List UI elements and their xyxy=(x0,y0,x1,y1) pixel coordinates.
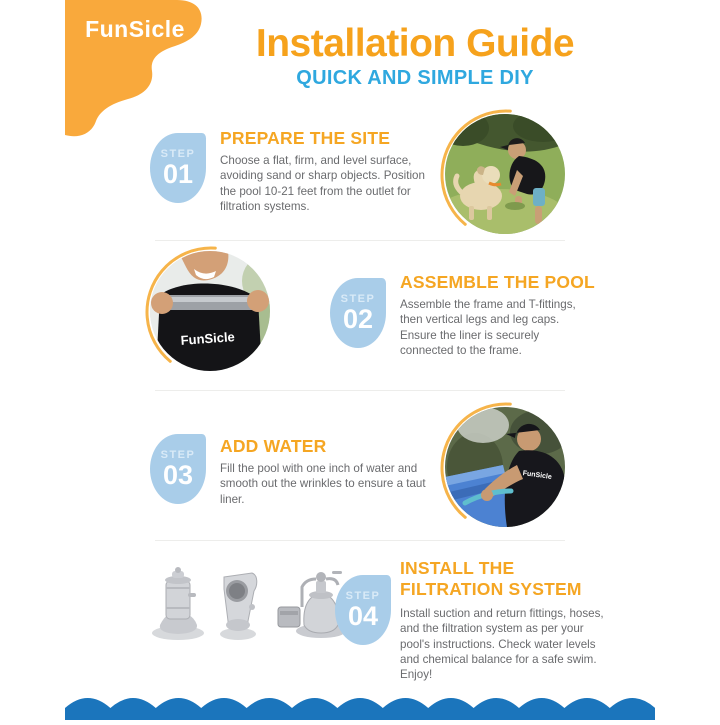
step-3-photo-man-filling-pool xyxy=(445,407,565,527)
step-1-title: PREPARE THE SITE xyxy=(220,128,391,148)
step-4-photo-filtration-equipment xyxy=(120,563,350,643)
step-2-photo-man-holding-frame xyxy=(150,251,270,371)
step-1-label: STEP xyxy=(160,147,196,160)
wave-border xyxy=(65,688,655,720)
step-1-photo-man-with-dog xyxy=(445,114,565,234)
shirt-logo-text: FunSicle xyxy=(180,329,236,348)
step-2-label: STEP xyxy=(340,292,376,305)
step-3-water-drop-badge xyxy=(150,434,206,504)
step-1-number: 01 xyxy=(162,158,194,189)
step-3-number: 03 xyxy=(162,459,194,490)
step-3-label: STEP xyxy=(160,448,196,461)
section-divider xyxy=(155,390,565,391)
step-4-description: Install suction and return fittings, hoses, and the filtration system as per your pool's instructions. Check water levels and chemical balance for a safe swim. Enjoy! xyxy=(400,607,604,682)
page-title: Installation Guide xyxy=(255,22,575,65)
svg-text:FunSicle: FunSicle xyxy=(522,470,553,482)
step-1-water-drop-badge xyxy=(150,133,206,203)
installation-guide-poster xyxy=(65,0,655,720)
step-4-water-drop-badge xyxy=(335,575,391,645)
cartridge-pump-icon xyxy=(152,567,204,640)
step-2-number: 02 xyxy=(342,303,374,334)
skimmer-fitting-icon xyxy=(220,573,257,640)
step-2-title: ASSEMBLE THE POOL xyxy=(400,272,595,292)
page-subtitle: QUICK AND SIMPLE DIY xyxy=(296,67,534,89)
step-2-water-drop-badge xyxy=(330,278,386,348)
section-divider xyxy=(155,540,565,541)
step-2-description: Assemble the frame and T-fittings, then vertical legs and leg caps. Ensure the liner is securely connected to the frame. xyxy=(400,298,576,357)
funsicle-logo: FunSicle xyxy=(85,16,185,42)
section-divider xyxy=(155,240,565,241)
step-1-description: Choose a flat, firm, and level surface, avoiding sand or sharp objects. Position the pool 10-21 feet from the outlet for filtration systems. xyxy=(220,154,425,213)
step-4-title: INSTALL THE FILTRATION SYSTEM xyxy=(400,558,582,599)
step-4-label: STEP xyxy=(345,589,381,602)
step-3-title: ADD WATER xyxy=(220,436,327,456)
step-3-description: Fill the pool with one inch of water and smooth out the wrinkles to ensure a taut liner. xyxy=(220,462,426,506)
step-4-number: 04 xyxy=(347,600,379,631)
